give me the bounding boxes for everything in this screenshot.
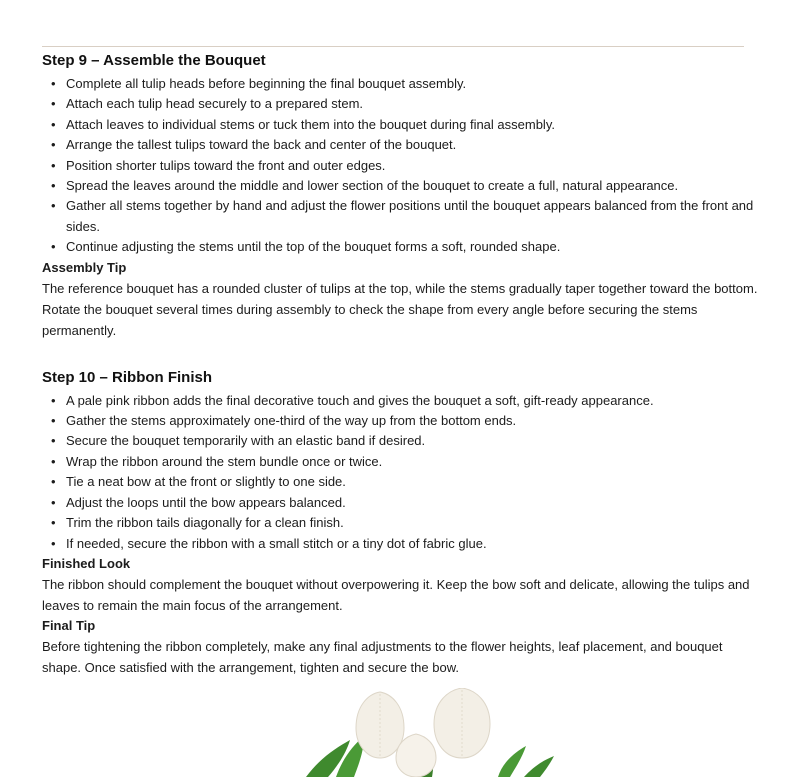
list-item: • Position shorter tulips toward the front and outer edges. bbox=[42, 156, 758, 176]
finished-look-heading: Finished Look bbox=[42, 555, 131, 571]
final-tip-text: Before tightening the ribbon completely, make any final adjustments to the flower heights, leaf placement, and bouquet shape. Once satisfied with the arrangement, tighten and secure the bow. bbox=[42, 638, 723, 675]
list-item: • Secure the bouquet temporarily with an elastic band if desired. bbox=[42, 431, 758, 451]
leaf-right bbox=[498, 746, 526, 777]
step9-heading: Step 9 – Assemble the Bouquet bbox=[42, 52, 266, 69]
step10-heading: Step 10 – Ribbon Finish bbox=[42, 368, 213, 386]
leaf-right-outer bbox=[524, 756, 554, 777]
list-item: • Tie a neat bow at the front or slightly to one side. bbox=[42, 472, 758, 492]
tulip-head-right bbox=[434, 688, 490, 758]
list-item: • Arrange the tallest tulips toward the back and center of the bouquet. bbox=[42, 135, 758, 155]
step9-bullet-list bbox=[42, 74, 758, 258]
list-item: • If needed, secure the ribbon with a small stitch or a tiny dot of fabric glue. bbox=[42, 534, 758, 554]
finished-look-text: The ribbon should complement the bouquet without overpowering it. Keep the bow soft and delicate, allowing the tulips and leaves to remain the main focus of the arrangement. bbox=[42, 576, 750, 613]
list-item: • Wrap the ribbon around the stem bundle once or twice. bbox=[42, 452, 758, 472]
step10-bullet-list bbox=[42, 391, 758, 554]
assembly-tip-heading: Assembly Tip bbox=[42, 259, 127, 275]
crochet-tulip-bouquet-photo bbox=[228, 688, 614, 777]
list-item: • Trim the ribbon tails diagonally for a clean finish. bbox=[42, 513, 758, 533]
list-item: • A pale pink ribbon adds the final decorative touch and gives the bouquet a soft, gift-ready appearance. bbox=[42, 391, 758, 411]
top-divider bbox=[42, 46, 744, 47]
instructions-content bbox=[42, 52, 758, 678]
list-item: • Attach leaves to individual stems or tuck them into the bouquet during final assembly. bbox=[42, 115, 758, 135]
list-item: • Continue adjusting the stems until the top of the bouquet forms a soft, rounded shape. bbox=[42, 237, 758, 257]
final-tip-heading: Final Tip bbox=[42, 617, 96, 633]
list-item: • Spread the leaves around the middle and lower section of the bouquet to create a full, natural appearance. bbox=[42, 176, 758, 196]
tulip-head-left bbox=[356, 692, 404, 758]
tulip-bouquet-illustration bbox=[228, 688, 614, 777]
list-item: • Attach each tulip head securely to a prepared stem. bbox=[42, 94, 758, 114]
list-item: • Complete all tulip heads before beginning the final bouquet assembly. bbox=[42, 74, 758, 94]
list-item: • Gather all stems together by hand and adjust the flower positions until the bouquet appears balanced from the front and sides. bbox=[42, 196, 758, 237]
assembly-tip-text: The reference bouquet has a rounded cluster of tulips at the top, while the stems gradually taper together toward the bottom. Rotate the bouquet several times during assembly to check the shape from every angle before securing the stems permanently. bbox=[42, 280, 758, 338]
list-item: • Gather the stems approximately one-third of the way up from the bottom ends. bbox=[42, 411, 758, 431]
list-item: • Adjust the loops until the bow appears balanced. bbox=[42, 493, 758, 513]
